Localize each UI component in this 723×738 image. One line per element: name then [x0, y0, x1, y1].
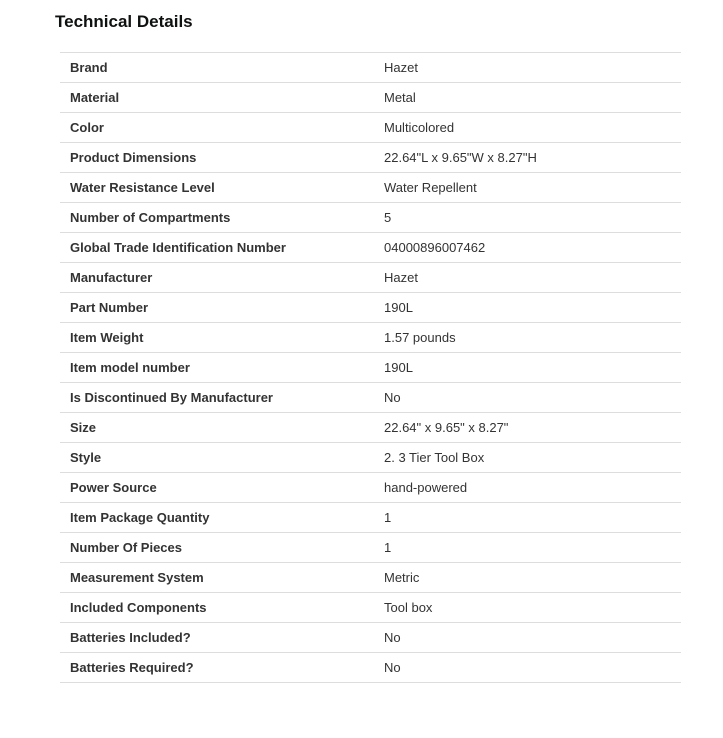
row-value: hand-powered: [384, 480, 468, 495]
table-row: [60, 83, 681, 113]
row-label: Material: [70, 90, 120, 105]
row-value: No: [384, 630, 401, 645]
row-label: Global Trade Identification Number: [70, 240, 286, 255]
section-title: Technical Details: [55, 12, 193, 31]
row-label: Item Weight: [70, 330, 144, 345]
table-row: [60, 383, 681, 413]
row-value: 5: [384, 210, 392, 225]
table-row: [60, 503, 681, 533]
table-row: [60, 173, 681, 203]
row-value: 22.64" x 9.65" x 8.27": [384, 420, 509, 435]
table-row: [60, 533, 681, 563]
row-value: No: [384, 660, 401, 675]
table-row: [60, 443, 681, 473]
row-label: Measurement System: [70, 570, 204, 585]
row-label: Included Components: [70, 600, 207, 615]
table-row: [60, 203, 681, 233]
table-row: [60, 323, 681, 353]
table-row: [60, 233, 681, 263]
row-value: 190L: [384, 360, 413, 375]
row-label: Power Source: [70, 480, 157, 495]
table-row: [60, 653, 681, 683]
row-value: 1: [384, 540, 392, 555]
row-label: Color: [70, 120, 104, 135]
table-row: [60, 263, 681, 293]
row-value: 1: [384, 510, 392, 525]
table-row: [60, 53, 681, 83]
row-label: Product Dimensions: [70, 150, 197, 165]
row-label: Item model number: [70, 360, 190, 375]
row-value: 2. 3 Tier Tool Box: [384, 450, 485, 465]
table-row: [60, 473, 681, 503]
table-row: [60, 293, 681, 323]
row-value: Hazet: [384, 270, 418, 285]
row-label: Water Resistance Level: [70, 180, 215, 195]
row-value: 22.64"L x 9.65"W x 8.27"H: [384, 150, 537, 165]
row-value: Tool box: [384, 600, 433, 615]
row-label: Is Discontinued By Manufacturer: [70, 390, 273, 405]
row-value: Metric: [384, 570, 420, 585]
row-label: Style: [70, 450, 102, 465]
table-row: [60, 623, 681, 653]
row-label: Brand: [70, 60, 108, 75]
row-value: 1.57 pounds: [384, 330, 456, 345]
table-row: [60, 113, 681, 143]
table-row: [60, 563, 681, 593]
row-label: Batteries Required?: [70, 660, 194, 675]
table-row: [60, 593, 681, 623]
row-label: Size: [70, 420, 97, 435]
row-label: Manufacturer: [70, 270, 153, 285]
row-label: Part Number: [70, 300, 149, 315]
row-value: No: [384, 390, 401, 405]
row-value: Water Repellent: [384, 180, 477, 195]
row-value: Metal: [384, 90, 416, 105]
row-value: Hazet: [384, 60, 418, 75]
row-label: Batteries Included?: [70, 630, 191, 645]
table-row: [60, 143, 681, 173]
row-label: Number Of Pieces: [70, 540, 182, 555]
row-value: 190L: [384, 300, 413, 315]
row-label: Number of Compartments: [70, 210, 231, 225]
row-value: 04000896007462: [384, 240, 486, 255]
table-row: [60, 353, 681, 383]
row-label: Item Package Quantity: [70, 510, 210, 525]
row-value: Multicolored: [384, 120, 455, 135]
table-row: [60, 413, 681, 443]
technical-details-table: [60, 52, 681, 683]
